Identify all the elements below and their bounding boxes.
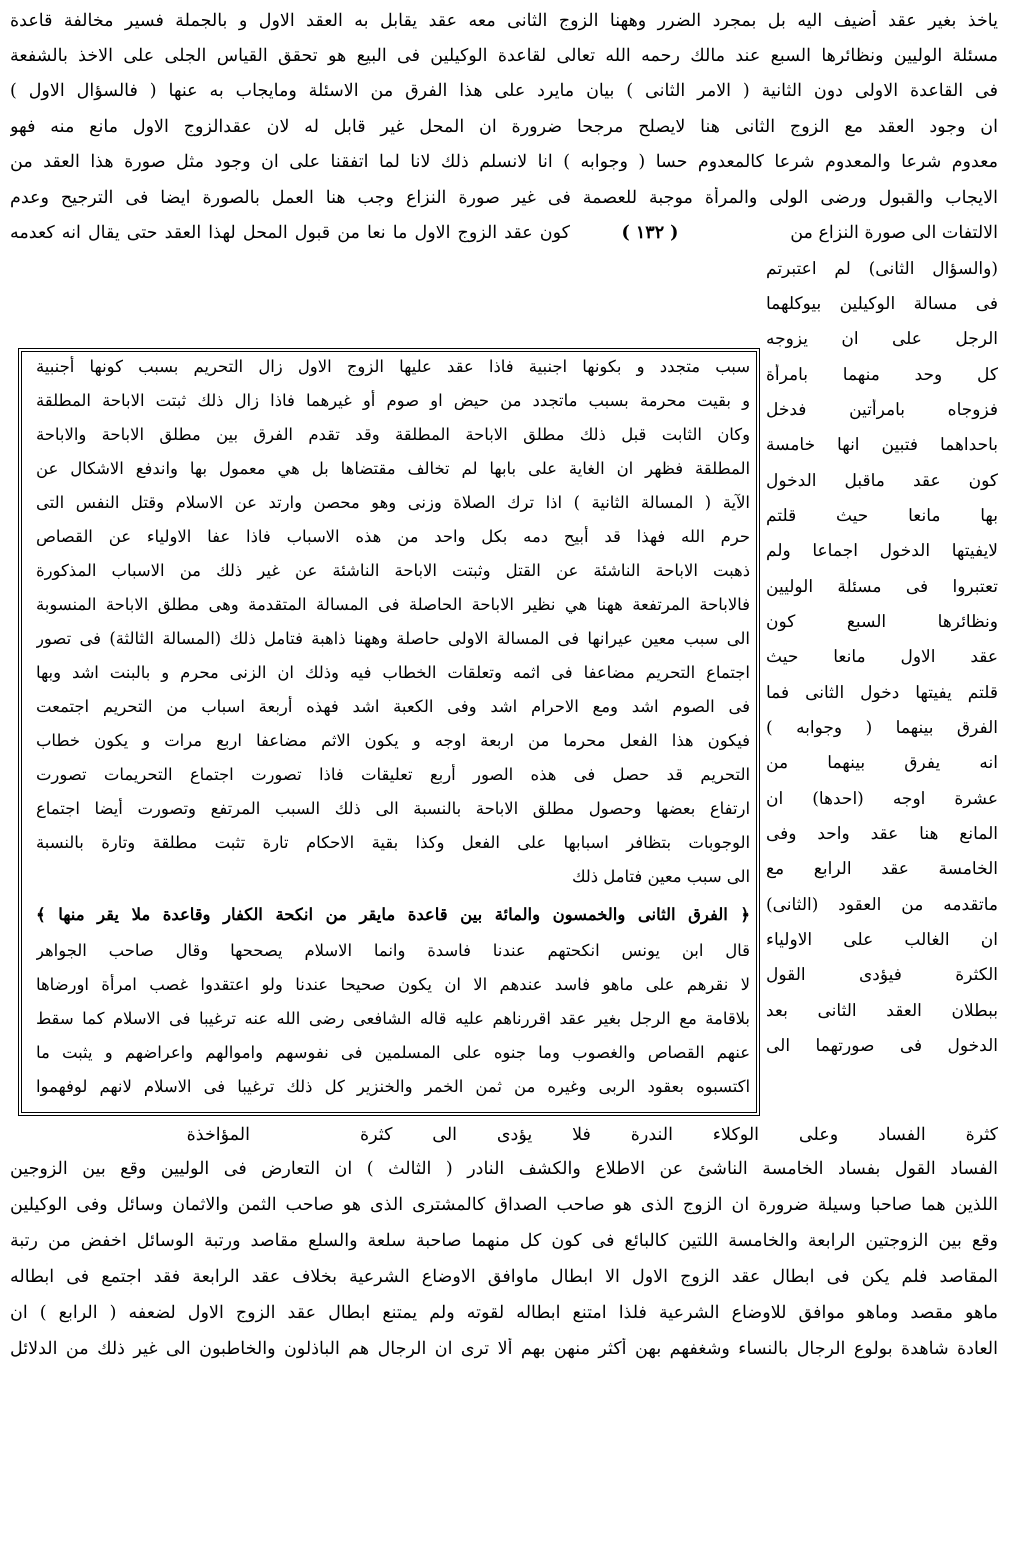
text-line: معدوم شرعا والمعدوم شرعا كالمعدوم حسا ( وجوابه ) انا لانسلم ذلك لانا لما اتفقنا على ان وجود مثل صورة هذا العقد من (10, 152, 998, 172)
text-line: ان الغالب على الاولياء (766, 930, 998, 950)
text-line: (والسؤال الثانى) لم اعتبرتم (766, 259, 998, 279)
text-line: الى سبب معين عيرانها فى المسالة الاولى حاصلة وههنا ذاهبة فتامل ذلك (المسالة الثالثة) فى تصور (36, 629, 750, 648)
text-line: اللذين هما صاحبا وسيلة ضرورة ان الزوج الذى هو صاحب الصداق كالمشترى الذى هو صاحب الثمن والاثمان وسائل وفى الوكيلين (10, 1195, 998, 1215)
text-line: فى الصوم اشد ومع الاحرام اشد وفى الكعبة اشد فهذه أربعة اسباب من التحريم اجتمعت (36, 697, 750, 716)
text-line: لا نقرهم على ماهو فاسد عندهم الا ان يكون صحيحا عندنا ولو اعتقدوا غصب امرأة اورضاها (36, 975, 750, 994)
text-line: حرم الله فهذا قد أبيح دمه بكل واحد من هذه الاسباب فاذا عفا الاولياء عن القصاص (36, 527, 750, 546)
text-line: المؤاخذة (186, 1125, 250, 1145)
text-line: وكان الثابت قبل ذلك مطلق الاباحة المطلقة وقد تقدم الفرق بين مطلق الاباحة والاباحة (36, 425, 750, 444)
text-line: الخامسة عقد الرابع مع (766, 859, 998, 879)
text-line: عشرة اوجه (احدها) ان (766, 789, 998, 809)
text-line: اكتسبوه بعقود الربى وغيره من ثمن الخمر والخنزير كل ذلك ترغيبا فى الاسلام لانهم لوفهموا (36, 1077, 750, 1096)
text-line: فالاباحة المرتفعة ههنا هي نظير الاباحة الحاصلة فى المسالة المتقدمة وهى مطلق الاباحة المنسوبة (36, 595, 750, 614)
text-line: العادة شاهدة بولوع الرجال بالنساء وشغفهم بهن أكثر منهن بهم ألا ترى ان الرجال هم الباذلون والخاطبون الى غير ذلك من الدلائل (10, 1339, 998, 1359)
text-line: عنهم القصاص والغصوب وما جنوه على المسلمين فى نفوسهم واموالهم واعراضهم و يثبت ما (36, 1043, 750, 1062)
text-line: بها مانعا حيث قلتم (766, 506, 998, 526)
text-line: الفرق بينهما ( وجوابه ) (766, 718, 998, 738)
text-line: الآية ( المسالة الثانية ) اذا ترك الصلاة وزنى وهو محصن وارتد عن الاسلام وقتل النفس التى (36, 493, 750, 512)
text-line: باحداهما فتبين انها خامسة (766, 435, 998, 455)
text-line: انه يفرق بينهما من (766, 753, 998, 773)
text-line: ارتفاع بعضها وحصول مطلق الاباحة بالنسبة الى ذلك السبب المرتفع وتصورت أيضا اجتماع (36, 799, 750, 818)
text-line: ماهو مقصد وماهو موافق للاوضاع الشرعية فلذا امتنع ابطاله لقوته ولم يمتنع ابطال عقد الزوج الاول لضعفه ( الرابع ) ان (10, 1303, 998, 1323)
text-line: بلاقامة مع الرجل بغير عقد اقررناهم عليه قاله الشافعى رضى الله عنه ترغيبا فى الاسلام كما سقط (36, 1009, 750, 1028)
text-line: ان وجود العقد مع الزوج الثانى هنا لايصلح مرجحا ضرورة ان المحل غير قابل له لان عقدالزوج الاول مانع منه فهو (10, 117, 998, 137)
text-line: قلتم يفيتها دخول الثانى فما (766, 683, 998, 703)
text-line: الى سبب معين فتامل ذلك (571, 867, 750, 886)
text-line: تعتبروا فى مسئلة الوليين (766, 577, 998, 597)
text-line: المطلقة فظهر ان الغاية على بابها لم تخالف مقتضاها بل هي معمول بها واندفع الاشكال عن (36, 459, 750, 478)
text-line: الدخول فى صورتهما الى (766, 1036, 998, 1056)
text-line: فزوجاه بامرأتين فدخل (766, 400, 998, 420)
text-line: المانع هنا عقد واحد وفى (766, 824, 998, 844)
text-line: الكثرة فيؤدى القول (766, 965, 998, 985)
text-line: ذهبت الاباحة الناشئة عن القتل وثبتت الاباحة الناشئة عن غير ذلك من الاسباب المذكورة (36, 561, 750, 580)
text-line: لايفيتها الدخول اجماعا ولم (766, 541, 998, 561)
text-line: المقاصد فلم يكن فى ابطال عقد الزوج الاول الا ابطال ماوافق الاوضاع الشرعية بخلاف عقد الرابعة فقد اجتمع فى ابطاله (10, 1267, 998, 1287)
text-line: كل وحد منهما بامرأة (766, 365, 998, 385)
text-line: كون عقد ماقبل الدخول (766, 471, 998, 491)
text-line: اجتماع التحريم مضاعفا فى اثمه وتعلقات الخطاب فيه وذلك ان الزنى محرم و بالبنت اشد وبها (36, 663, 750, 682)
text-line: ببطلان العقد الثانى بعد (766, 1001, 998, 1021)
page-number: ( ١٣٢ ) (621, 223, 679, 243)
text-line: فى القاعدة الاولى دون الثانية ( الامر الثانى ) بيان مايرد على هذا الفرق من الاسئلة ومايجاب به عنها ( فالسؤال الاول ) (10, 81, 998, 101)
text-line: فى مسالة الوكيلين بيوكلهما (766, 294, 998, 314)
text-line: الايجاب والقبول ورضى الولى والمرأة موجبة للعصمة فى غير صورة النزاع وجب هنا العمل بالصورة ايضا فى الترجيح وعدم (10, 188, 998, 208)
text-line: وقع بين الزوجتين الرابعة والخامسة اللتين كالبائع فى كون كل منهما صاحبة سلعة والسلع مقاصد ورتبة الوسائل اخفض من رتبة (10, 1231, 998, 1251)
text-line: و بقيت محرمة بسبب ماتجدد من حيض او صوم أو غيرهما فاذا زال ذلك ثبتت الاباحة المطلقة (36, 391, 750, 410)
main-text-frame (18, 348, 760, 1116)
text-line: قال ابن يونس انكحتهم عندنا فاسدة وانما الاسلام يصححها وقال صاحب الجواهر (36, 941, 750, 960)
text-line: مسئلة الوليين ونظائرها السبع عند مالك رحمه الله تعالى لقاعدة الوكيلين فى البيع هو تحقق القياس الجلى على الاخذ بالشفعة (10, 46, 998, 66)
text-line: التحريم قد حصل فى هذه الصور أربع تعليقات فاذا تصورت اجتماع التحريمات تصورت (36, 765, 750, 784)
text-line: كون عقد الزوج الاول ما نعا من قبول المحل لهذا العقد حتى يقال انه كعدمه (10, 223, 570, 243)
text-line: ماتقدمه من العقود (الثانى) (766, 895, 998, 915)
section-heading: ﴿ الفرق الثانى والخمسون والمائة بين قاعدة مايقر من انكحة الكفار وقاعدة ملا يقر منها ﴾ (36, 905, 750, 924)
text-line: الالتفات الى صورة النزاع من (790, 223, 998, 243)
text-line: عقد الاول مانعا حيث (766, 647, 998, 667)
text-line: ياخذ بغير عقد أضيف اليه بل بمجرد الضرر وههنا الزوج الثانى معه عقد يقابل به العقد الاول و بالجملة فسير مخالفة قاعدة (10, 11, 998, 31)
text-line: فيكون هذا الفعل محرما من اربعة اوجه و يكون الاثم مضاعفا اربع مرات و يكون خطاب (36, 731, 750, 750)
text-line: سبب متجدد و بكونها اجنبية فاذا عقد عليها الزوج الاول زال التحريم بسبب كونها أجنبية (36, 357, 750, 376)
text-line: ونظائرها السبع كون (766, 612, 998, 632)
text-line: الرجل على ان يزوجه (766, 329, 998, 349)
text-line: كثرة الفساد وعلى الوكلاء الندرة فلا يؤدى الى كثرة (360, 1125, 998, 1145)
text-line: الفساد القول بفساد الخامسة الناشئ عن الاطلاع والكشف النادر ( الثالث ) ان التعارض فى الوليين وقع بين الزوجين (10, 1159, 998, 1179)
text-line: الوجوبات بتظافر اسبابها على الفعل وكذا بقية الاحكام تارة تثبت مطلقة وتارة بالنسبة (36, 833, 750, 852)
